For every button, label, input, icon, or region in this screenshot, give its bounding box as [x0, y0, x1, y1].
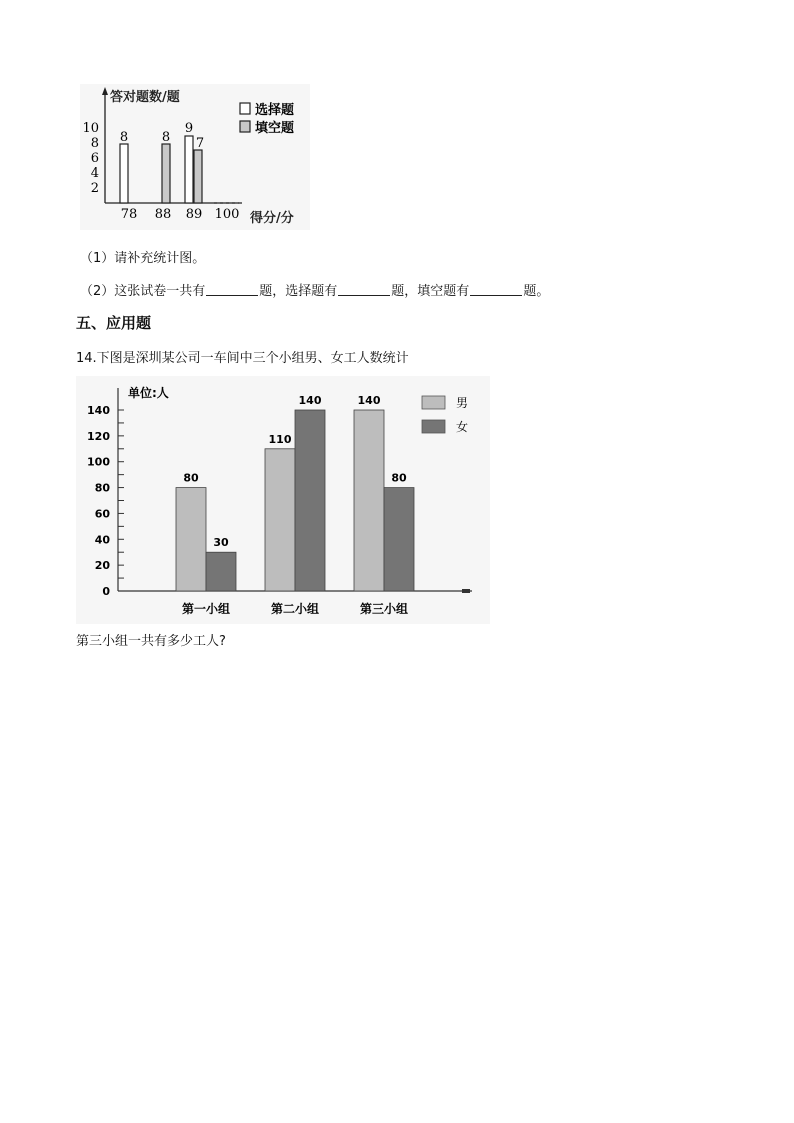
answer-blank-choice[interactable]	[338, 283, 390, 296]
problem-14-text: 14.下图是深圳某公司一车间中三个小组男、女工人数统计	[76, 351, 409, 366]
main-category-label-3: 第三小组	[359, 602, 409, 616]
main-bar-label-female-2: 140	[298, 394, 322, 407]
answer-blank-total[interactable]	[206, 283, 258, 296]
main-x-axis-end-mark	[462, 589, 470, 593]
top-bar-89-fill	[194, 150, 202, 203]
main-bar-label-male-1: 80	[183, 471, 199, 485]
main-bar-male-1	[176, 488, 206, 591]
top-legend-label-fill: 填空题	[255, 121, 295, 136]
top-bar-78-choice	[120, 144, 128, 203]
top-chart-ylabel: 答对题数/题	[110, 90, 180, 105]
top-ytick-10: 10	[82, 121, 99, 136]
main-bar-male-2	[265, 449, 295, 591]
main-ytick-label: 140	[87, 404, 110, 417]
final-question: 第三小组一共有多少工人?	[76, 634, 226, 649]
top-xcat-89: 89	[185, 207, 203, 222]
top-xcat-78: 78	[120, 207, 138, 222]
main-legend-label-female: 女	[456, 420, 469, 434]
top-xcat-88: 88	[154, 207, 172, 222]
top-ytick-8: 8	[90, 136, 99, 151]
main-bar-label-male-2: 110	[268, 432, 292, 446]
main-ytick-label: 40	[94, 533, 110, 547]
top-xcat-100: 100	[214, 207, 240, 222]
section-title: 五、应用题	[76, 314, 152, 332]
main-category-label-2: 第二小组	[270, 602, 320, 616]
top-legend-swatch-fill	[240, 121, 250, 132]
answer-blank-fill[interactable]	[470, 283, 522, 296]
main-legend-swatch-male	[422, 396, 445, 409]
top-ytick-6: 6	[90, 151, 99, 166]
main-ytick-label: 80	[94, 481, 110, 495]
main-ytick-label: 0	[102, 585, 110, 598]
main-bar-female-2	[295, 410, 325, 591]
workers-bar-chart	[76, 376, 490, 626]
top-legend-swatch-choice	[240, 103, 250, 114]
top-bar-label-78: 8	[119, 130, 129, 145]
top-bar-89-choice	[185, 136, 193, 203]
question-2-part-2: 题，选择题有	[259, 284, 338, 299]
main-bar-male-3	[354, 410, 384, 591]
main-bar-label-female-1: 30	[213, 536, 229, 550]
main-legend-swatch-female	[422, 420, 445, 433]
main-ytick-label: 20	[94, 559, 110, 573]
main-categories	[182, 601, 408, 616]
main-ytick-label: 60	[94, 507, 110, 521]
top-bar-chart	[76, 80, 316, 234]
question-2-part-3: 题，填空题有	[391, 284, 470, 299]
top-ytick-4: 4	[90, 166, 99, 181]
main-ytick-label: 120	[87, 429, 110, 443]
question-2	[80, 283, 549, 300]
main-bar-female-1	[206, 552, 236, 591]
main-bar-label-male-3: 140	[357, 394, 381, 407]
top-bar-label-89-choice: 9	[184, 121, 194, 136]
question-2-part-1: （2）这张试卷一共有	[80, 284, 206, 299]
top-ytick-2: 2	[90, 181, 99, 196]
main-ytick-label: 100	[87, 455, 110, 469]
top-legend-label-choice: 选择题	[255, 103, 295, 118]
top-chart-xlabel: 得分/分	[250, 211, 294, 226]
main-category-label-1: 第一小组	[181, 602, 231, 616]
top-bar-label-89-fill: 7	[195, 136, 205, 151]
question-1: （1）请补充统计图。	[80, 251, 206, 266]
main-unit-label: 单位:人	[128, 386, 169, 400]
top-bar-label-88: 8	[161, 130, 171, 145]
main-legend-label-male: 男	[456, 396, 469, 410]
main-bar-female-3	[384, 488, 414, 591]
question-2-part-4: 题。	[523, 284, 550, 299]
top-bar-88-fill	[162, 144, 170, 203]
main-bar-label-female-3: 80	[391, 471, 407, 485]
